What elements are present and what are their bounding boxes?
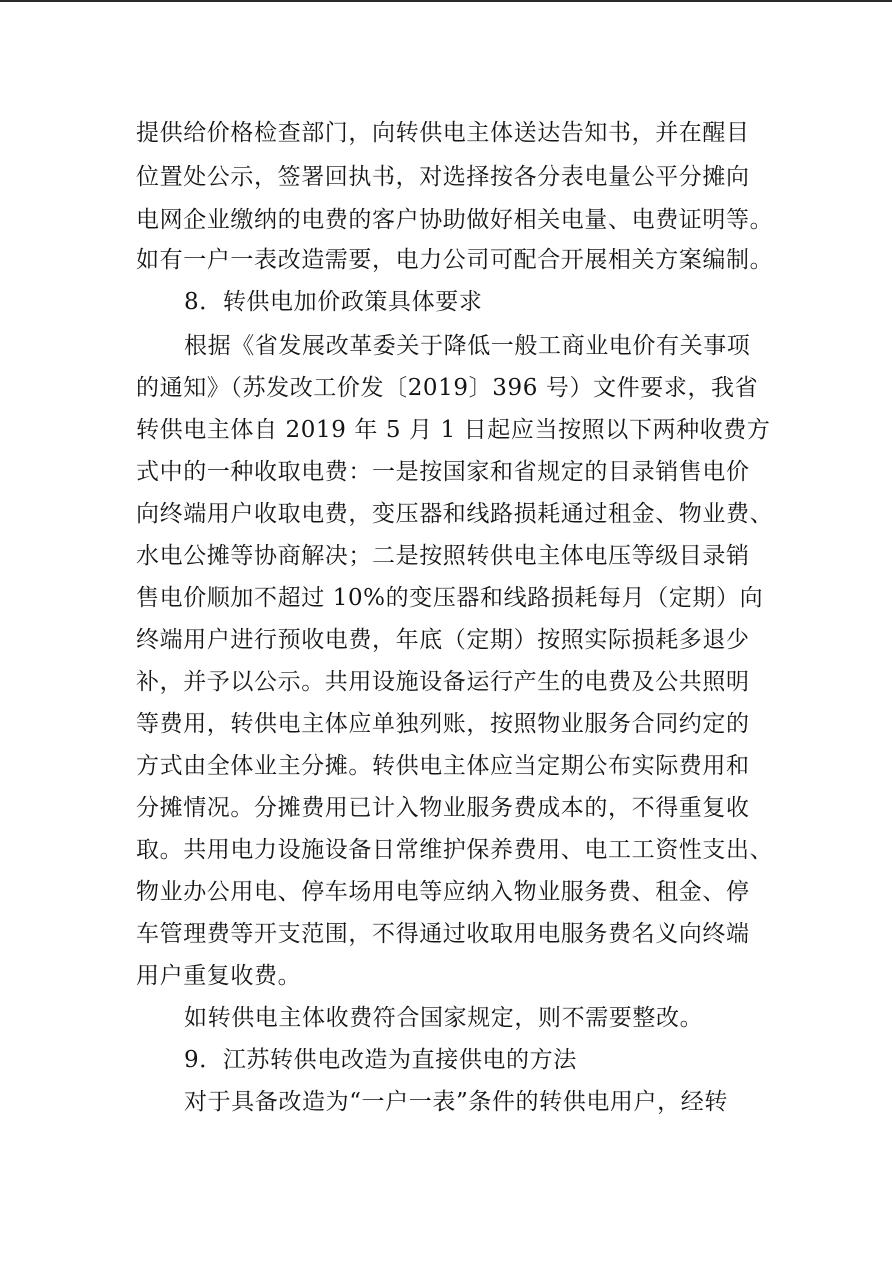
- text-line: 水电公摊等协商解决；二是按照转供电主体电压等级目录销: [136, 543, 750, 569]
- text-line: 用户重复收费。: [136, 963, 302, 989]
- text-line: 转供电主体自 2019 年 5 月 1 日起应当按照以下两种收费方: [136, 417, 771, 443]
- text-line: 补，并予以公示。共用设施设备运行产生的电费及公共照明: [136, 669, 750, 695]
- section-heading: 9．江苏转供电改造为直接供电的方法: [184, 1047, 577, 1073]
- text-line: 根据《省发展改革委关于降低一般工商业电价有关事项: [184, 333, 751, 359]
- text-line: 售电价顺加不超过 10%的变压器和线路损耗每月（定期）向: [136, 585, 764, 611]
- text-line: 分摊情况。分摊费用已计入物业服务费成本的，不得重复收: [136, 795, 750, 821]
- text-line: 等费用，转供电主体应单独列账，按照物业服务合同约定的: [136, 711, 750, 737]
- text-line: 如转供电主体收费符合国家规定，则不需要整改。: [184, 1005, 704, 1031]
- text-line: 式中的一种收取电费：一是按国家和省规定的目录销售电价: [136, 459, 750, 485]
- text-line: 向终端用户收取电费，变压器和线路损耗通过租金、物业费、: [136, 501, 774, 527]
- text-line: 的通知》（苏发改工价发〔2019〕396 号）文件要求，我省: [136, 375, 759, 401]
- text-line: 取。共用电力设施设备日常维护保养费用、电工工资性支出、: [136, 837, 774, 863]
- text-line: 提供给价格检查部门，向转供电主体送达告知书，并在醒目: [136, 120, 750, 146]
- text-line: 位置处公示，签署回执书，对选择按各分表电量公平分摊向: [136, 164, 750, 190]
- text-line: 方式由全体业主分摊。转供电主体应当定期公布实际费用和: [136, 753, 750, 779]
- section-heading: 8．转供电加价政策具体要求: [184, 289, 483, 315]
- text-line: 终端用户进行预收电费，年底（定期）按照实际损耗多退少: [136, 627, 750, 653]
- text-line: 如有一户一表改造需要，电力公司可配合开展相关方案编制。: [136, 247, 774, 273]
- text-line: 对于具备改造为“一户一表”条件的转供电用户，经转: [184, 1089, 728, 1115]
- text-line: 物业办公用电、停车场用电等应纳入物业服务费、租金、停: [136, 879, 750, 905]
- text-line: 电网企业缴纳的电费的客户协助做好相关电量、电费证明等。: [136, 207, 774, 233]
- text-line: 车管理费等开支范围，不得通过收取用电服务费名义向终端: [136, 921, 750, 947]
